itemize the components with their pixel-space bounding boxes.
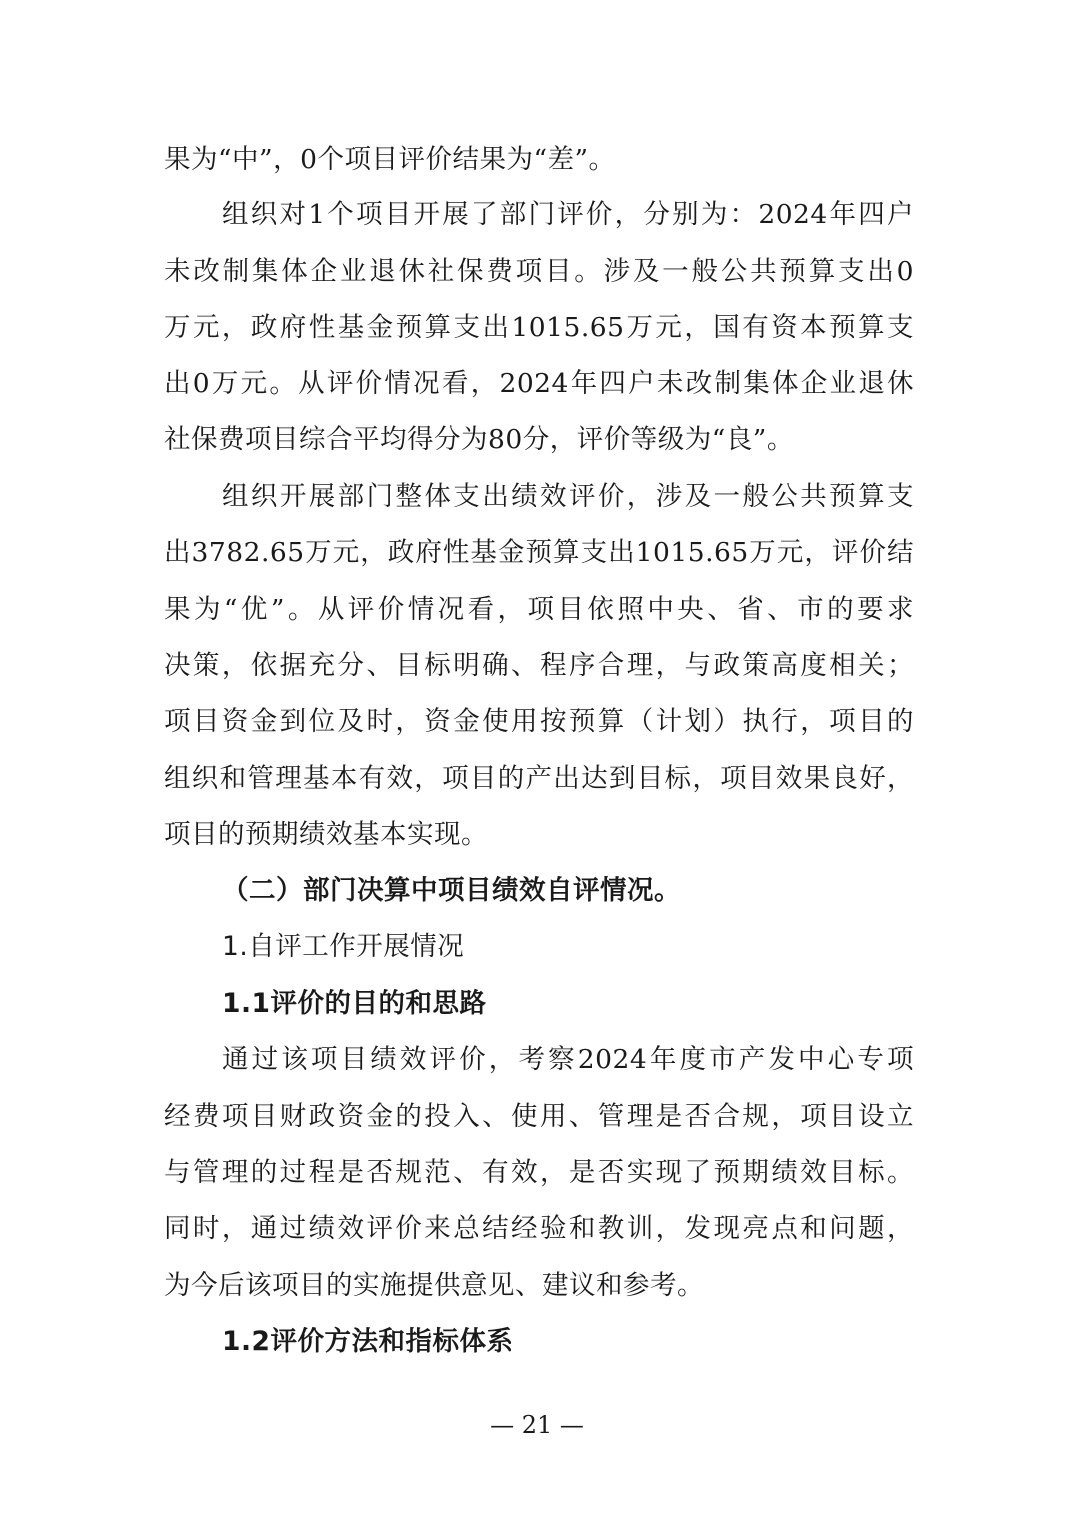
paragraph-line: 组织开展部门整体支出绩效评价，涉及一般公共预算支 [222, 481, 914, 512]
paragraph-line: 项目资金到位及时，资金使用按预算（计划）执行，项目的 [164, 706, 914, 737]
paragraph-line: 项目的预期绩效基本实现。 [164, 819, 488, 850]
page-number: — 21 — [490, 1411, 584, 1439]
paragraph-line: 出0万元。从评价情况看，2024年四户未改制集体企业退休 [164, 368, 914, 399]
paragraph-line: 果为“中”，0个项目评价结果为“差”。 [164, 144, 616, 175]
paragraph-line: 与管理的过程是否规范、有效，是否实现了预期绩效目标。 [164, 1157, 914, 1188]
paragraph-line: 万元，政府性基金预算支出1015.65万元，国有资本预算支 [164, 312, 914, 343]
paragraph-line: 未改制集体企业退休社保费项目。涉及一般公共预算支出0 [164, 256, 914, 287]
paragraph-line: 决策，依据充分、目标明确、程序合理，与政策高度相关； [164, 650, 914, 681]
paragraph-line: 社保费项目综合平均得分为80分，评价等级为“良”。 [164, 424, 794, 455]
subsection-heading: 1.2评价方法和指标体系 [222, 1326, 514, 1357]
paragraph-line: 同时，通过绩效评价来总结经验和教训，发现亮点和问题， [164, 1213, 914, 1244]
subsection-heading: 1.自评工作开展情况 [222, 931, 465, 962]
paragraph-line: 经费项目财政资金的投入、使用、管理是否合规，项目设立 [164, 1101, 914, 1132]
subsection-heading: 1.1评价的目的和思路 [222, 988, 487, 1019]
paragraph-line: 为今后该项目的实施提供意见、建议和参考。 [164, 1270, 704, 1301]
paragraph-line: 组织和管理基本有效，项目的产出达到目标，项目效果良好， [164, 763, 914, 794]
paragraph-line: 果为“优”。从评价情况看，项目依照中央、省、市的要求 [164, 594, 914, 625]
paragraph-line: 通过该项目绩效评价，考察2024年度市产发中心专项 [222, 1044, 914, 1075]
paragraph-line: 组织对1个项目开展了部门评价，分别为：2024年四户 [222, 199, 914, 230]
paragraph-line: 出3782.65万元，政府性基金预算支出1015.65万元，评价结 [164, 537, 914, 568]
section-heading: （二）部门决算中项目绩效自评情况。 [222, 875, 681, 906]
